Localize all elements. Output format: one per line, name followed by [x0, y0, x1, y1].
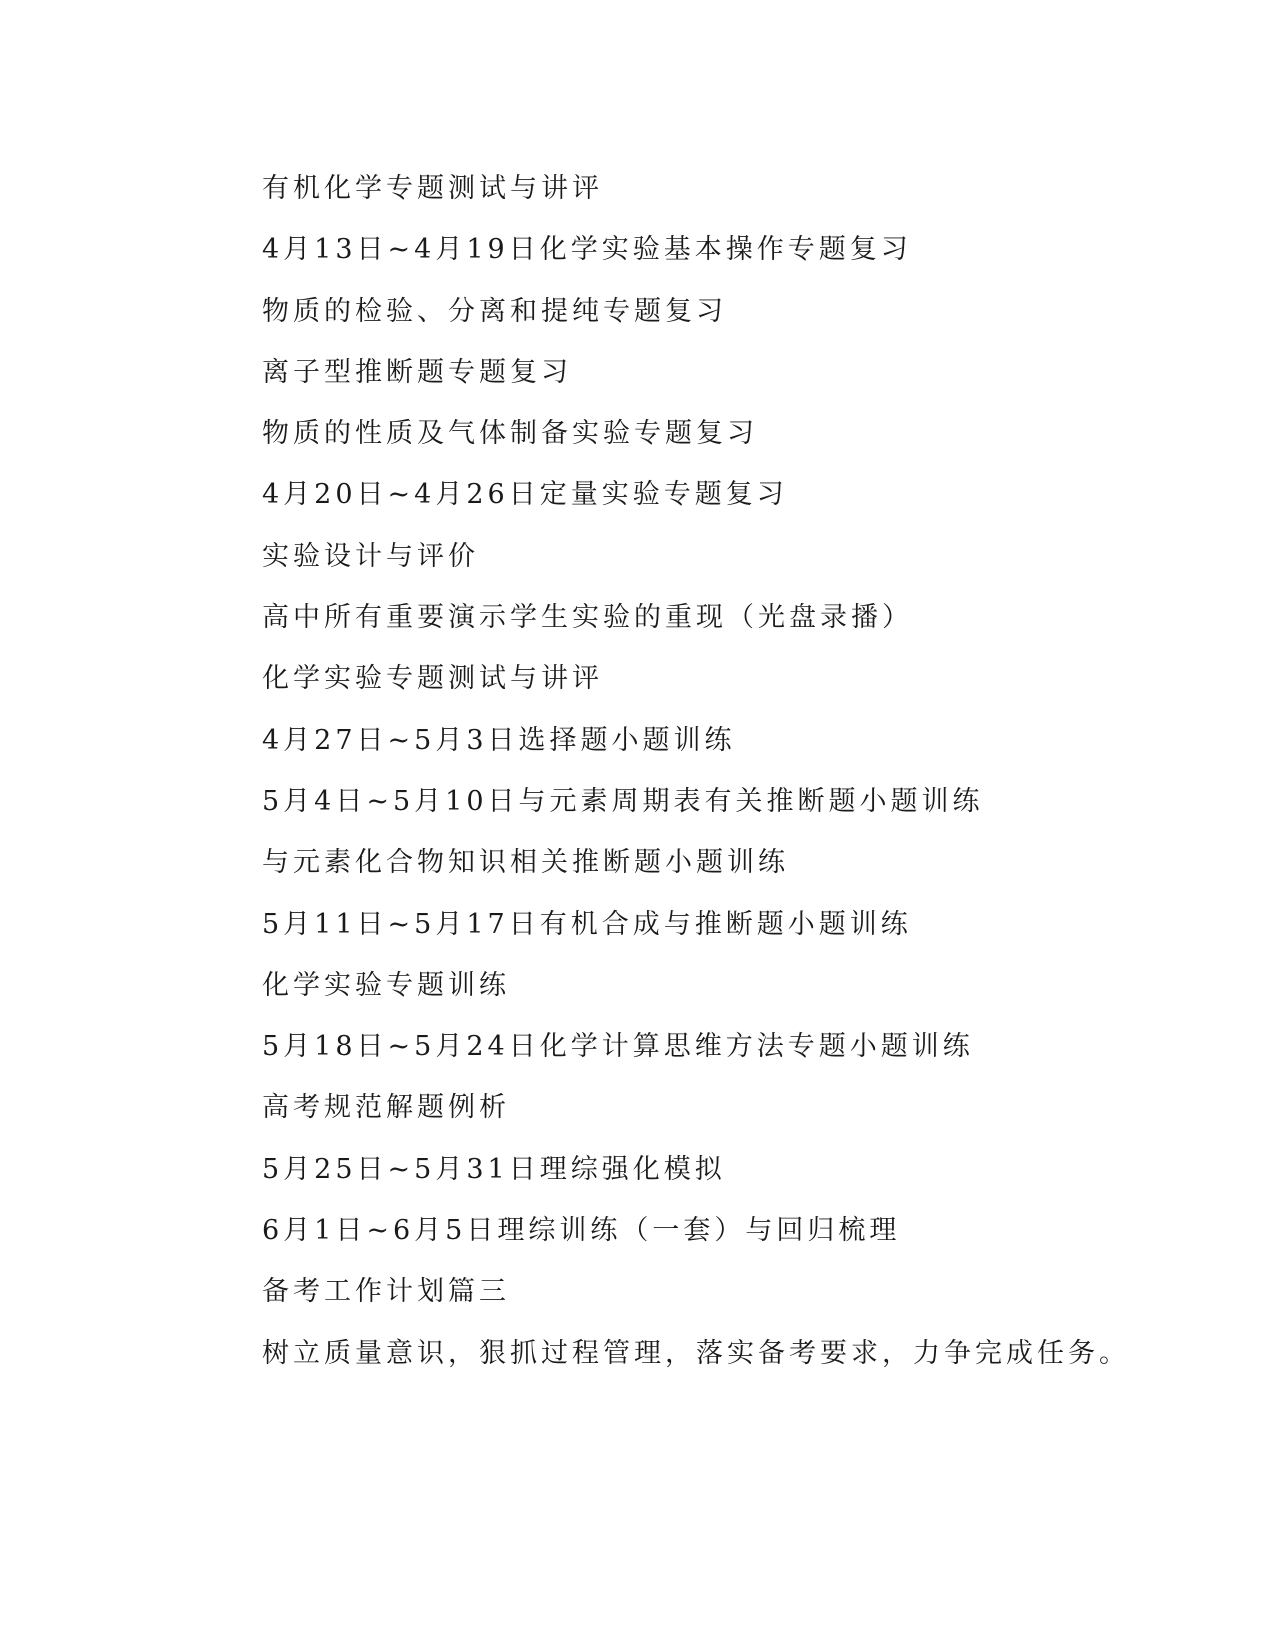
text-line: 有机化学专题测试与讲评: [262, 173, 603, 204]
text-line: 物质的性质及气体制备实验专题复习: [262, 418, 758, 450]
text-line: 实验设计与评价: [262, 540, 479, 572]
text-line: 4月20日~4月26日定量实验专题复习: [262, 479, 788, 511]
text-line: 4月13日~4月19日化学实验基本操作专题复习: [262, 234, 912, 266]
text-line: 与元素化合物知识相关推断题小题训练: [262, 847, 789, 879]
text-line: 高考规范解题例析: [262, 1092, 510, 1124]
text-line: 5月18日~5月24日化学计算思维方法专题小题训练: [262, 1031, 974, 1063]
text-line: 高中所有重要演示学生实验的重现（光盘录播）: [262, 602, 913, 634]
document-body: [262, 166, 1162, 1392]
section-heading: 备考工作计划篇三: [262, 1276, 510, 1308]
text-line: 4月27日~5月3日选择题小题训练: [262, 724, 736, 756]
text-line: 5月25日~5月31日理综强化模拟: [262, 1153, 726, 1185]
text-line: 5月11日~5月17日有机合成与推断题小题训练: [262, 908, 912, 940]
text-line: 化学实验专题训练: [262, 969, 510, 1001]
text-line: 物质的检验、分离和提纯专题复习: [262, 295, 727, 327]
text-line: 化学实验专题测试与讲评: [262, 663, 603, 695]
text-line: 树立质量意识，狠抓过程管理，落实备考要求，力争完成任务。: [262, 1337, 1130, 1369]
text-line: 6月1日~6月5日理综训练（一套）与回归梳理: [262, 1215, 901, 1247]
text-line: 离子型推断题专题复习: [262, 356, 572, 388]
text-line: 5月4日~5月10日与元素周期表有关推断题小题训练: [262, 785, 984, 817]
